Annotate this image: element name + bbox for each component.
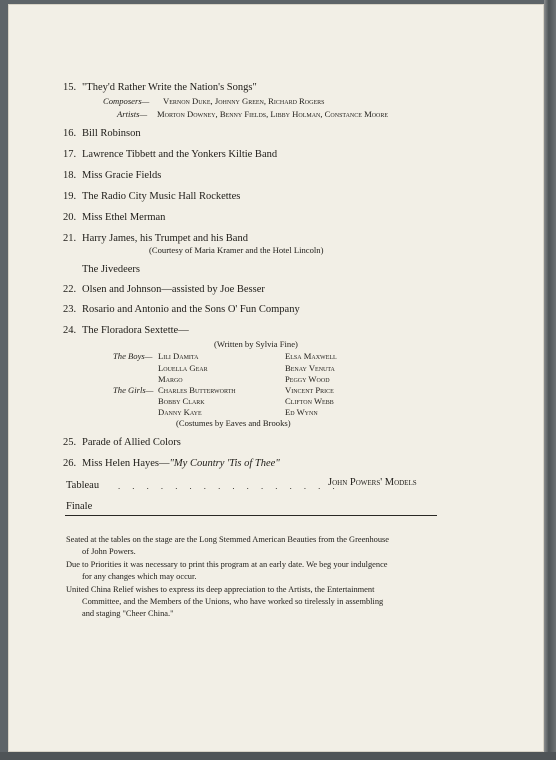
- divider-rule: [65, 515, 437, 516]
- composers-names: Vernon Duke, Johnny Green, Richard Rogers: [163, 96, 325, 106]
- item-title: "They'd Rather Write the Nation's Songs": [82, 82, 257, 93]
- finale-label: Finale: [66, 501, 93, 512]
- page-edge-right: [544, 0, 556, 760]
- cast-name: Charles Butterworth: [158, 385, 236, 395]
- item-title: The Jivedeers: [82, 264, 141, 275]
- item-number: 23.: [63, 304, 77, 315]
- girls-label: The Girls—: [113, 385, 154, 395]
- cast-name: Bobby Clark: [158, 396, 205, 406]
- item-title: Harry James, his Trumpet and his Band: [82, 233, 248, 244]
- cast-name: Peggy Wood: [285, 374, 330, 384]
- dot-leader: . . . . . . . . . . . . . . . .: [118, 481, 340, 491]
- item-title: [82, 458, 280, 469]
- cast-name: Lili Damita: [158, 351, 199, 361]
- cast-name: Elsa Maxwell: [285, 351, 337, 361]
- cast-name: Clifton Webb: [285, 396, 334, 406]
- item-title: Bill Robinson: [82, 128, 141, 139]
- item-number: 17.: [63, 149, 77, 160]
- written-by-note: (Written by Sylvia Fine): [214, 339, 298, 349]
- cast-name: Margo: [158, 374, 183, 384]
- item-number: 24.: [63, 325, 77, 336]
- boys-label: The Boys—: [113, 351, 153, 361]
- item-title-plain: Miss Helen Hayes—: [82, 458, 170, 469]
- artists-names: Morton Downey, Benny Fields, Libby Holman, Constance Moore: [157, 109, 389, 119]
- costumes-note: (Costumes by Eaves and Brooks): [176, 418, 291, 428]
- cast-name: Vincent Price: [285, 385, 334, 395]
- item-note: (Courtesy of Maria Kramer and the Hotel Lincoln): [149, 245, 324, 255]
- item-number: 21.: [63, 233, 77, 244]
- item-number: 22.: [63, 284, 77, 295]
- item-title: Parade of Allied Colors: [82, 437, 181, 448]
- cast-name: Benay Venuta: [285, 363, 335, 373]
- cast-name: Louella Gear: [158, 363, 208, 373]
- tableau-value: John Powers' Models: [328, 477, 417, 488]
- item-number: 19.: [63, 191, 77, 202]
- item-title: Miss Gracie Fields: [82, 170, 162, 181]
- item-number: 15.: [63, 82, 77, 93]
- note-line: for any changes which may occur.: [82, 572, 197, 581]
- item-number: 26.: [63, 458, 77, 469]
- note-line: Committee, and the Members of the Unions, who have worked so tirelessly in assembling: [82, 597, 384, 606]
- item-number: 18.: [63, 170, 77, 181]
- item-number: 20.: [63, 212, 77, 223]
- item-title: The Radio City Music Hall Rockettes: [82, 191, 241, 202]
- item-title-italic: "My Country 'Tis of Thee": [169, 458, 280, 469]
- tableau-label: Tableau: [66, 480, 100, 491]
- page-edge-bottom: [0, 752, 556, 760]
- item-number: 16.: [63, 128, 77, 139]
- item-title: The Floradora Sextette—: [82, 325, 189, 336]
- artists-label: Artists—: [117, 109, 148, 119]
- item-title: Miss Ethel Merman: [82, 212, 166, 223]
- note-line: Seated at the tables on the stage are the Long Stemmed American Beauties from the Greenhouse: [66, 535, 390, 544]
- item-title: Rosario and Antonio and the Sons O' Fun Company: [82, 304, 300, 315]
- item-title: Lawrence Tibbett and the Yonkers Kiltie Band: [82, 149, 278, 160]
- note-line: Due to Priorities it was necessary to print this program at an early date. We beg your indulgence: [66, 560, 388, 569]
- item-number: 25.: [63, 437, 77, 448]
- cast-name: Ed Wynn: [285, 407, 318, 417]
- item-title: Olsen and Johnson—assisted by Joe Besser: [82, 284, 265, 295]
- note-line: and staging "Cheer China.": [82, 609, 174, 618]
- composers-label: Composers—: [103, 96, 150, 106]
- cast-name: Danny Kaye: [158, 407, 202, 417]
- note-line: of John Powers.: [82, 547, 136, 556]
- note-line: United China Relief wishes to express its deep appreciation to the Artists, the Entertainment: [66, 585, 375, 594]
